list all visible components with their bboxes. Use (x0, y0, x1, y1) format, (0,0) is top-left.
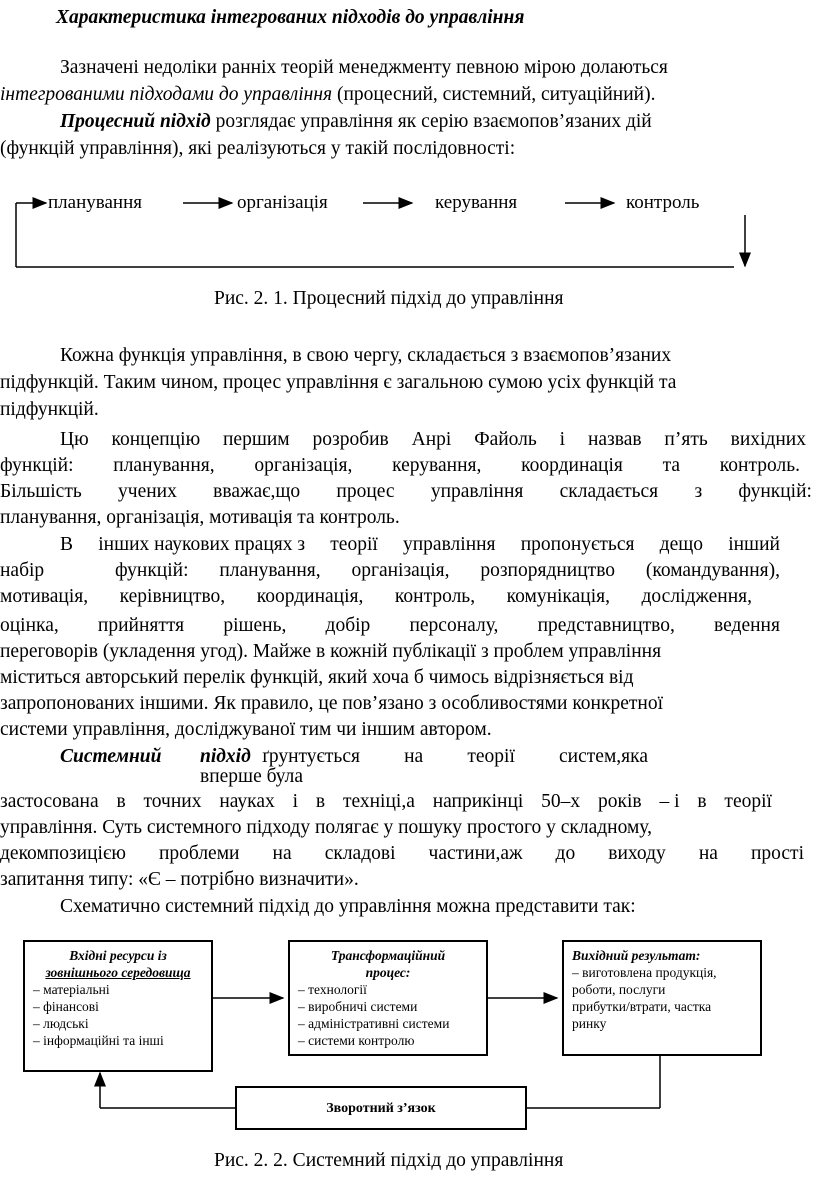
systems-line-3 (0, 789, 772, 815)
para1-line-1: Кожна функція управління, в свою чергу, складається з взаємопов’язаних (60, 345, 672, 366)
systems-line-7: Схематично системний підхід до управління можна представити так: (60, 896, 636, 917)
process-flow-diagram (0, 0, 816, 320)
word: планування, (219, 560, 321, 581)
word: інших наукових працях з (98, 534, 306, 555)
output-box-title: Вихідний результат: (572, 948, 701, 963)
word: контроль. (719, 455, 800, 476)
process-approach-term: Процесний підхід (60, 111, 211, 132)
systems-line-2: вперше була (200, 766, 304, 787)
para3-line-3 (0, 584, 752, 610)
input-item: – інформаційні та інші (33, 1033, 164, 1048)
word: персоналу, (409, 615, 499, 636)
input-item: – людські (33, 1016, 89, 1031)
para1-line-3: підфункцій. (0, 399, 99, 420)
word: функцій: (115, 560, 189, 581)
feedback-box: Зворотний з’язок (235, 1086, 527, 1130)
word: Більшість (0, 481, 82, 502)
word: прості (750, 843, 804, 864)
process-item: – адміністративні системи (298, 1016, 450, 1031)
word: ведення (714, 615, 780, 636)
word: комунікація, (506, 586, 610, 607)
word: точних (143, 791, 202, 812)
para3-line-8: системи управління, досліджуваної тим чи іншим автором. (0, 719, 492, 740)
para2-line-3 (0, 479, 812, 505)
word: в (697, 791, 707, 812)
word: – і (659, 791, 680, 812)
para3-line-4 (0, 613, 780, 639)
word: функцій: (738, 481, 812, 502)
word: теорії (467, 746, 515, 767)
process-line-1-rest: розглядає управління як серію взаємопов’язаних дій (210, 111, 652, 132)
word: років (598, 791, 642, 812)
intro-line-1: Зазначені недоліки ранніх теорій менеджменту певною мірою долаються (60, 57, 668, 78)
word: контроль, (394, 586, 476, 607)
systems-line-5 (0, 841, 804, 867)
systems-line-4: управління. Суть системного підходу полягає у пошуку простого у складному, (0, 817, 652, 838)
word: п’ять (664, 429, 708, 450)
word: (командування), (645, 560, 780, 581)
word: керування, (392, 455, 482, 476)
word: техніці,а (342, 791, 415, 812)
word: ґрунтується (262, 746, 360, 767)
word: організація, (254, 455, 353, 476)
word: виходу (608, 843, 666, 864)
para2-line-4: планування, організація, мотивація та контроль. (0, 507, 400, 528)
para3-line-1 (60, 532, 780, 558)
word: складається (559, 481, 659, 502)
word: прийняття (97, 615, 185, 636)
para3-line-2 (0, 558, 780, 584)
para2-line-1 (60, 427, 806, 453)
output-item: роботи, послуги (572, 982, 666, 997)
word: оцінка, (0, 615, 59, 636)
word: концепцію (111, 429, 201, 450)
word: до (555, 843, 576, 864)
word: Цю (60, 429, 89, 450)
word: декомпозицією (0, 843, 126, 864)
word: планування, (113, 455, 215, 476)
word: рішень, (223, 615, 287, 636)
word: представництво, (537, 615, 675, 636)
figure-2-caption: Рис. 2. 2. Системний підхід до управління (214, 1150, 564, 1171)
word: теорії (724, 791, 772, 812)
process-item: – технології (298, 982, 367, 997)
word: В (60, 534, 74, 555)
word: з (694, 481, 703, 502)
input-item: – фінансові (33, 999, 99, 1014)
word: дещо (659, 534, 703, 555)
intro-line-2-rest: (процесний, системний, ситуаційний). (332, 84, 656, 105)
word: Файоль (474, 429, 537, 450)
word: першим (223, 429, 290, 450)
word: частини,аж (428, 843, 523, 864)
word: застосована (0, 791, 99, 812)
output-item: прибутки/втрати, частка (572, 999, 712, 1014)
process-item: – виробничі системи (298, 999, 418, 1014)
integrated-approaches-term: інтегрованими підходами до управління (0, 84, 333, 105)
word: добір (325, 615, 371, 636)
transformation-process-box (288, 940, 488, 1056)
output-item: ринку (572, 1016, 607, 1031)
process-box-title-1: Трансформаційний (330, 948, 446, 963)
flow-step-planning: планування (48, 192, 142, 213)
output-item: – виготовлена продукція, (572, 965, 717, 980)
word: і (559, 429, 566, 450)
process-item: – системи контролю (298, 1033, 415, 1048)
input-box-title-2: зовнішнього середовища (45, 965, 191, 980)
para1-line-2: підфункцій. Таким чином, процес управління є загальною сумою усіх функцій та (0, 372, 677, 393)
word: набір (0, 560, 45, 581)
word: функцій: (0, 455, 74, 476)
word: теорії (330, 534, 378, 555)
para3-line-5: переговорів (укладення угод). Майже в кожній публікації з проблем управління (0, 641, 662, 662)
input-item: – матеріальні (33, 982, 110, 997)
word: систем,яка (559, 746, 648, 767)
flow-step-management: керування (435, 192, 518, 213)
word: наприкінці (432, 791, 524, 812)
word: пропонується (520, 534, 635, 555)
word: 50–х (541, 791, 581, 812)
word: в (315, 791, 326, 812)
systems-term-b: підхід (200, 746, 251, 767)
word: проблеми (158, 843, 240, 864)
word: управління (430, 481, 524, 502)
word: на (698, 843, 718, 864)
para3-line-6: міститься авторський перелік функцій, який хоча б чимось відрізняється від (0, 667, 634, 688)
word: в (116, 791, 126, 812)
word: на (404, 746, 424, 767)
input-box-title-1: Вхідні ресурси із (69, 948, 167, 963)
word: організація, (351, 560, 450, 581)
word: управління (403, 534, 496, 555)
word: назвав (587, 429, 642, 450)
para3-line-7: запропонованих іншими. Як правило, це пов’язано з особливостями конкретної (0, 693, 663, 714)
word: Анрі (411, 429, 452, 450)
word: складові (324, 843, 396, 864)
word: на (272, 843, 292, 864)
figure-1-caption: Рис. 2. 1. Процесний підхід до управління (214, 288, 564, 309)
word: розробив (312, 429, 389, 450)
word: та (662, 455, 681, 476)
process-box-title-2: процес: (365, 965, 411, 980)
word: і (292, 791, 299, 812)
word: розпорядництво (480, 560, 616, 581)
word: інший (728, 534, 780, 555)
word: процес (336, 481, 395, 502)
flow-step-organization: організація (237, 192, 328, 213)
word: науках (219, 791, 275, 812)
word: учених (118, 481, 177, 502)
flow-step-control: контроль (626, 192, 700, 213)
word: вважає,що (213, 481, 301, 502)
word: координація (521, 455, 623, 476)
input-resources-box (23, 940, 213, 1072)
word: дослідження, (641, 586, 752, 607)
systems-line-1 (262, 744, 648, 770)
process-line-2: (функцій управління), які реалізуються у такій послідовності: (0, 138, 516, 159)
output-result-box (562, 940, 762, 1056)
word: координація, (256, 586, 364, 607)
word: керівництво, (119, 586, 226, 607)
word: вихідних (730, 429, 806, 450)
word: мотивація, (0, 586, 89, 607)
section-heading: Характеристика інтегрованих підходів до управління (56, 7, 525, 28)
systems-term-a: Системний (60, 746, 162, 767)
systems-line-6: запитання типу: «Є – потрібно визначити». (0, 869, 359, 890)
para2-line-2 (0, 453, 800, 479)
